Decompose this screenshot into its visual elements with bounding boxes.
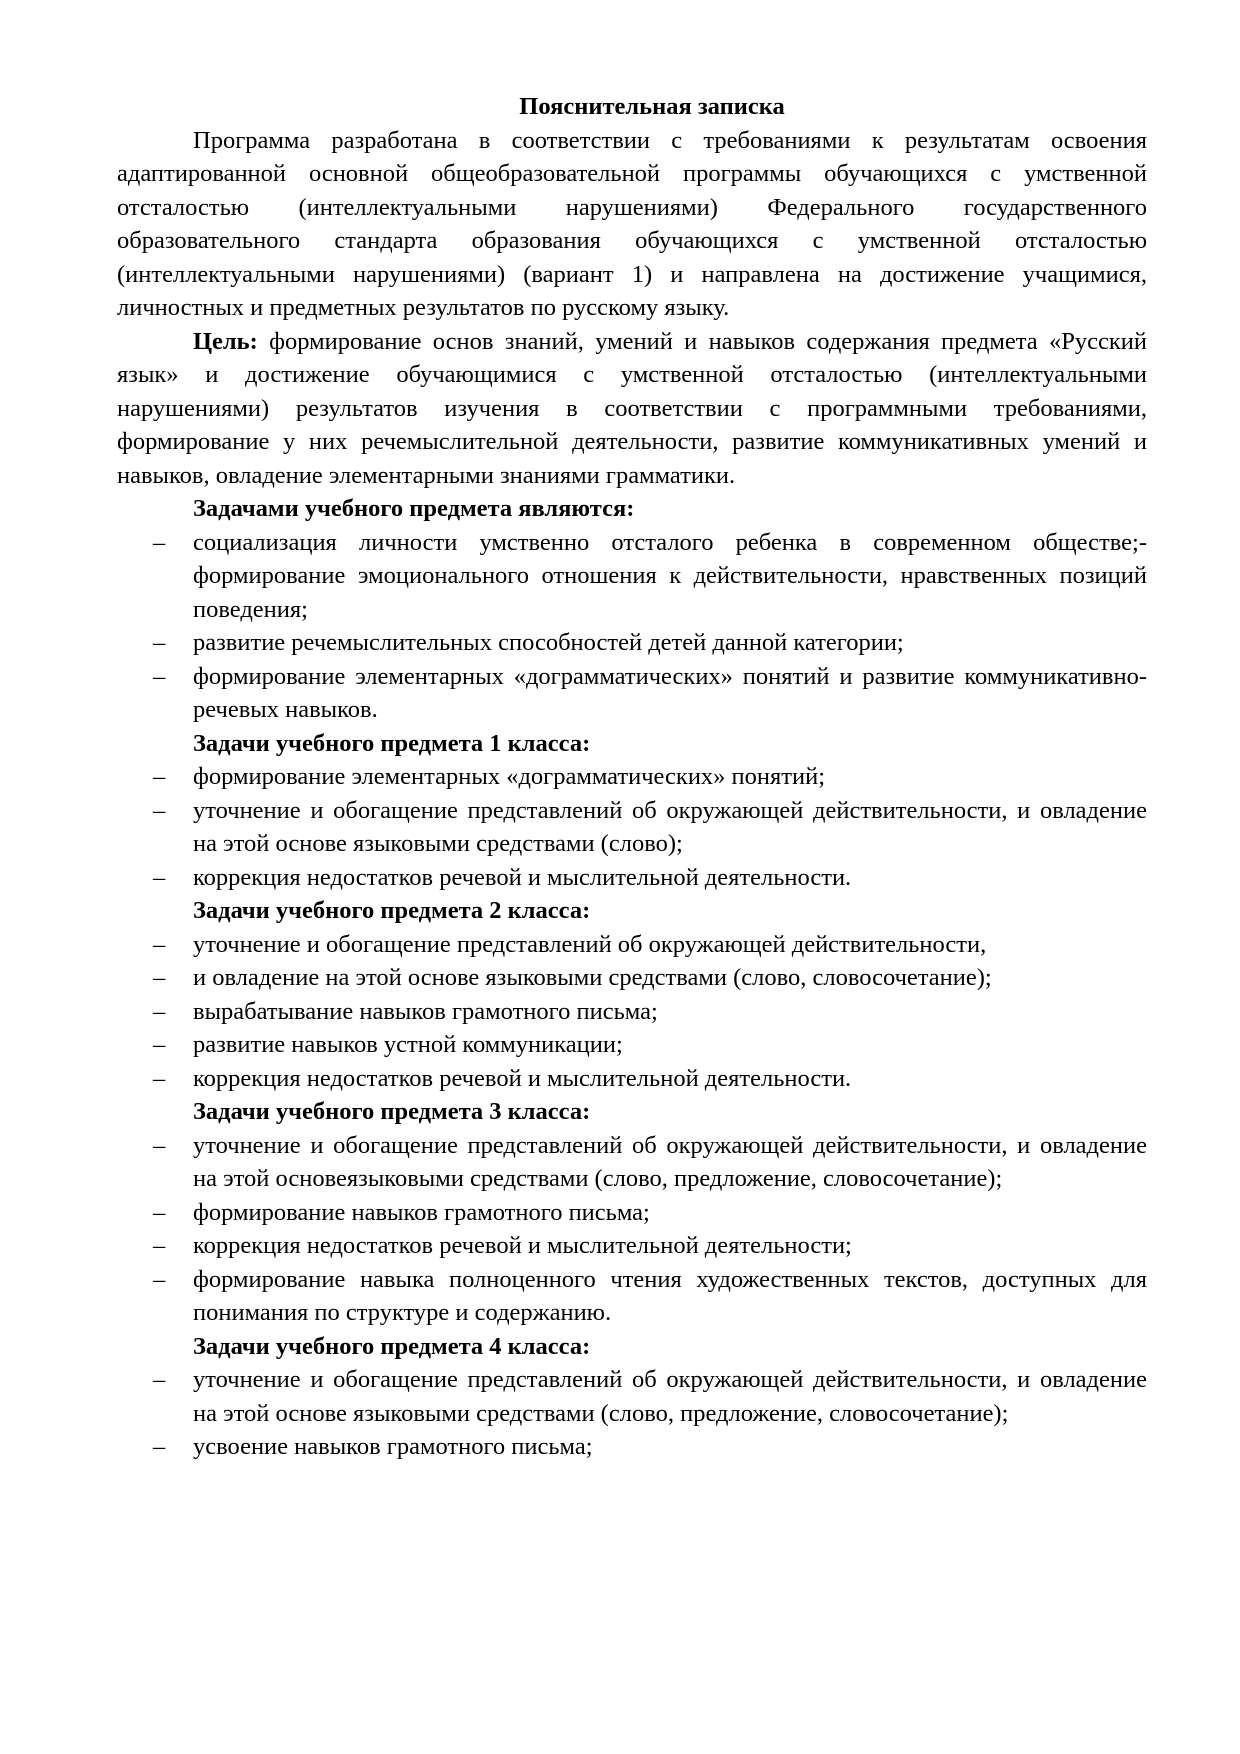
section-heading-grade-3: Задачи учебного предмета 3 класса: (193, 1098, 591, 1125)
task-list-grade-2 (117, 928, 1147, 1096)
list-item: – формирование элементарных «дограмматических» понятий и развитие коммуникативно-речевых навыков. (117, 660, 1147, 727)
task-list-grade-1 (117, 760, 1147, 894)
intro-paragraph: Программа разработана в соответствии с требованиями к результатам освоения адаптированной основной общеобразовательной программы обучающихся с умственной отсталостью (интеллектуальными нарушениями) Федерального государственного образовательного стандарта образования обучающихся с умственной отсталостью (интеллектуальными нарушениями) (вариант 1) и направлена на достижение учащимися, личностных и предметных результатов по русскому языку. (117, 126, 1147, 321)
list-item: – социализация личности умственно отсталого ребенка в современном обществе;- формирование эмоционального отношения к действительности, нравственных позиций поведения; (117, 526, 1147, 627)
list-item: – коррекция недостатков речевой и мыслительной деятельности; (117, 1229, 1147, 1263)
dash-bullet: – (153, 796, 166, 824)
dash-bullet: – (153, 528, 166, 556)
dash-bullet: – (153, 629, 166, 656)
dash-bullet: – (153, 1232, 166, 1259)
goal-text: формирование основ знаний, умений и навыков содержания предмета «Русский язык» и достижение обучающимися с умственной отсталостью (интеллектуальными нарушениями) результатов изучения в соответствии с программными требованиями, формирование у них речемыслительной деятельности, развитие коммуникативных умений и навыков, овладение элементарными знаниями грамматики. (117, 327, 1147, 489)
dash-bullet: – (153, 1131, 166, 1159)
goal-label: Цель: (193, 327, 258, 355)
section-heading-grade-4: Задачи учебного предмета 4 класса: (193, 1332, 591, 1360)
list-item: – развитие речемыслительных способностей детей данной категории; (117, 626, 1147, 660)
list-item: – уточнение и обогащение представлений об окружающей действительности, и овладение на этой основе языковыми средствами (слово, предложение, словосочетание); (117, 1363, 1147, 1430)
dash-bullet: – (153, 930, 166, 958)
list-item: – уточнение и обогащение представлений об окружающей действительности, и овладение на этой основеязыковыми средствами (слово, предложение, словосочетание); (117, 1129, 1147, 1196)
list-item: – усвоение навыков грамотного письма; (117, 1430, 1147, 1464)
dash-bullet: – (153, 1064, 166, 1092)
dash-bullet: – (153, 1265, 166, 1293)
dash-bullet: – (153, 763, 166, 790)
document-title: Пояснительная записка (519, 93, 785, 120)
task-list-grade-4 (117, 1363, 1147, 1464)
goal-paragraph (117, 325, 1147, 493)
list-item: – коррекция недостатков речевой и мыслительной деятельности. (117, 861, 1147, 895)
list-item: – формирование навыков грамотного письма; (117, 1196, 1147, 1230)
list-item: – уточнение и обогащение представлений об окружающей действительности, и овладение на этой основе языковыми средствами (слово); (117, 794, 1147, 861)
list-item: – и овладение на этой основе языковыми средствами (слово, словосочетание); (117, 961, 1147, 995)
dash-bullet: – (153, 1433, 166, 1460)
section-heading-general: Задачами учебного предмета являются: (193, 495, 635, 522)
task-list-general (117, 526, 1147, 727)
section-heading-grade-1: Задачи учебного предмета 1 класса: (193, 729, 591, 757)
list-item: – вырабатывание навыков грамотного письма; (117, 995, 1147, 1029)
dash-bullet: – (153, 1198, 166, 1226)
dash-bullet: – (153, 1366, 166, 1393)
section-heading-grade-2: Задачи учебного предмета 2 класса: (193, 897, 591, 924)
list-item: – формирование навыка полноценного чтения художественных текстов, доступных для понимания по структуре и содержанию. (117, 1263, 1147, 1330)
list-item: – уточнение и обогащение представлений об окружающей действительности, (117, 928, 1147, 962)
dash-bullet: – (153, 997, 166, 1025)
document-page (117, 90, 1147, 1464)
list-item: – коррекция недостатков речевой и мыслительной деятельности. (117, 1062, 1147, 1096)
dash-bullet: – (153, 964, 166, 991)
task-list-grade-3 (117, 1129, 1147, 1330)
dash-bullet: – (153, 662, 166, 690)
dash-bullet: – (153, 863, 166, 891)
list-item: – развитие навыков устной коммуникации; (117, 1028, 1147, 1062)
dash-bullet: – (153, 1031, 166, 1058)
list-item: – формирование элементарных «дограмматических» понятий; (117, 760, 1147, 794)
